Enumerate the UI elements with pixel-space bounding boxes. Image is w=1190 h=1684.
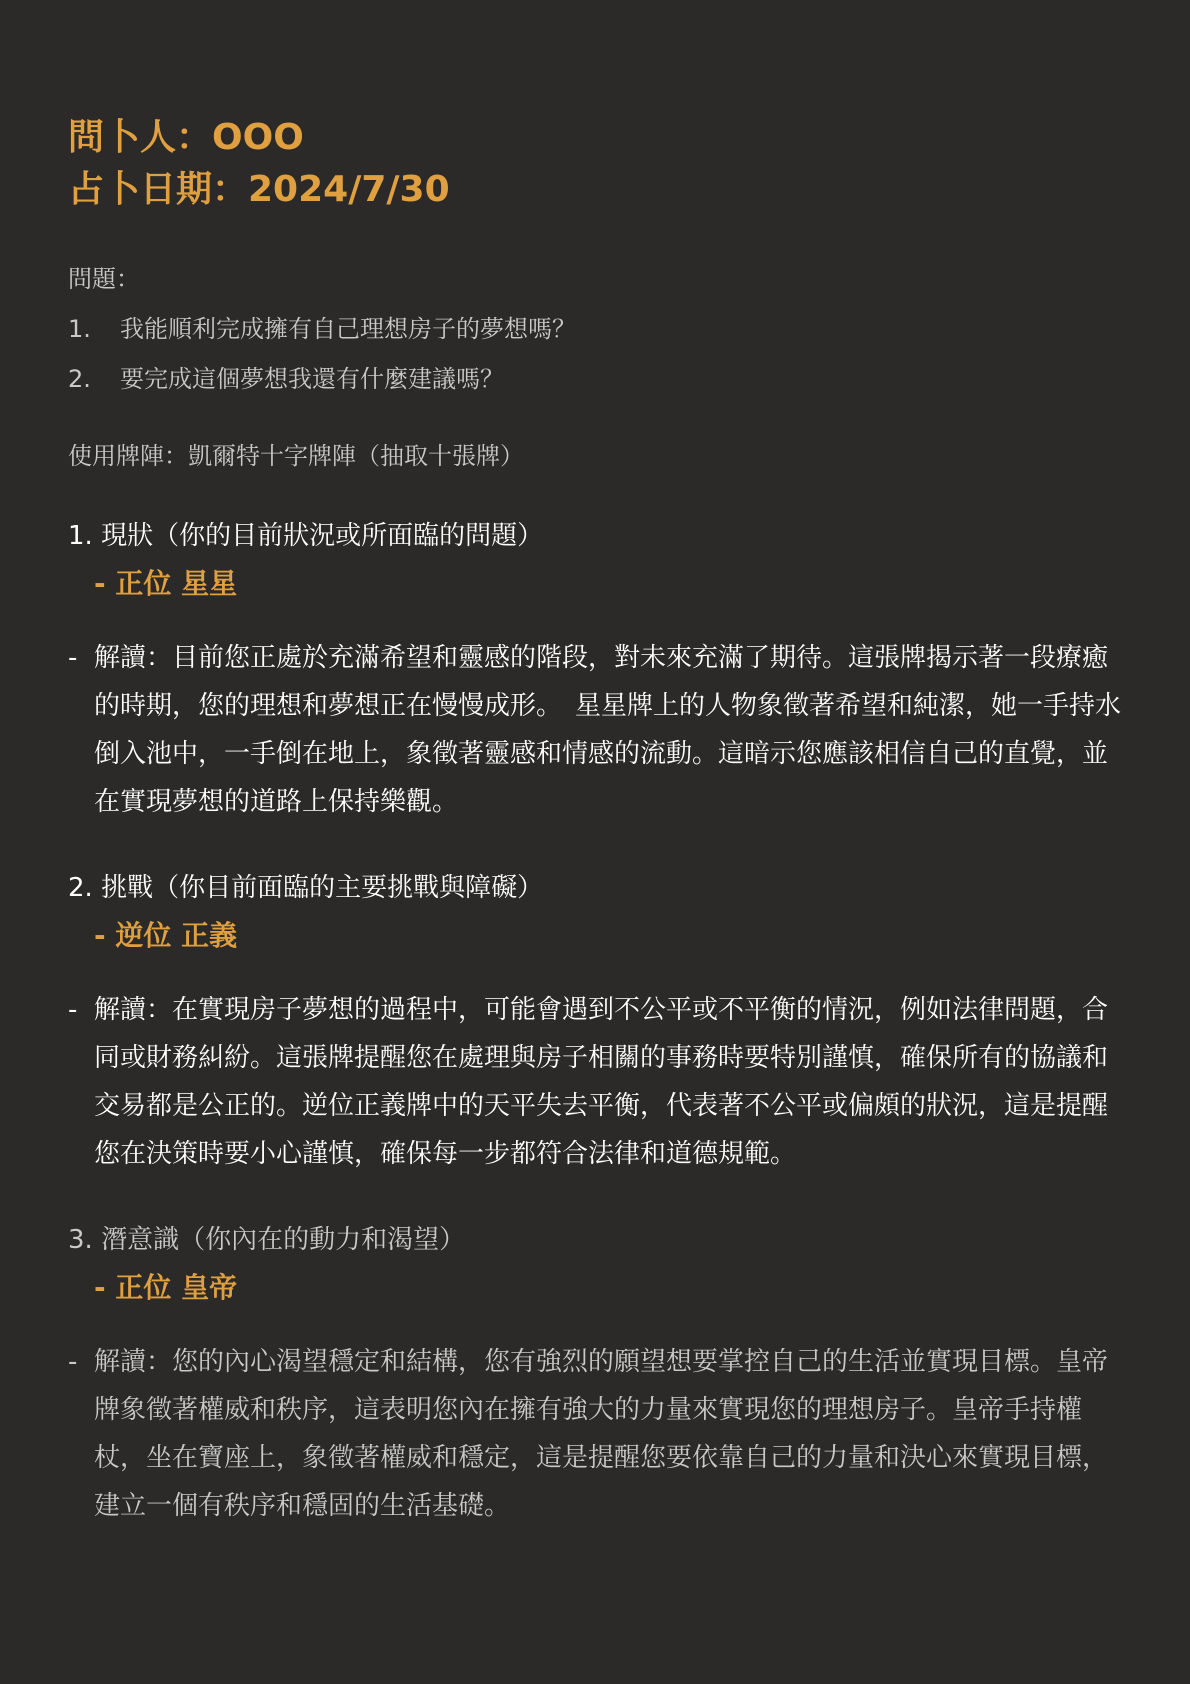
spread-used: 使用牌陣：凱爾特十字牌陣（抽取十張牌） <box>68 442 524 470</box>
position-title: 1. 現狀（你的目前狀況或所面臨的問題） <box>68 521 544 551</box>
card-name: - 正位 皇帝 <box>94 1271 238 1304</box>
interpretation-text: 解讀：在實現房子夢想的過程中，可能會遇到不公平或不平衡的情況，例如法律問題，合同或財務糾紛。這張牌提醒您在處理與房子相關的事務時要特別謹慎，確保所有的協議和交易都是公正的。逆位正義牌中的天平失去平衡，代表著不公平或偏頗的狀況，這是提醒您在決策時要小心謹慎，確保每一步都符合法律和道德規範。 <box>94 995 1109 1169</box>
question-text: 要完成這個夢想我還有什麼建議嗎？ <box>120 365 504 393</box>
bullet-marker: - <box>68 1347 78 1377</box>
bullet-marker: - <box>68 643 78 673</box>
question-text: 我能順利完成擁有自己理想房子的夢想嗎？ <box>120 315 576 343</box>
reading-document <box>68 112 1122 1530</box>
questions-label: 問題： <box>68 265 140 293</box>
interpretation <box>68 1338 1122 1530</box>
bullet-marker: - <box>68 995 78 1025</box>
interpretation-text: 解讀：目前您正處於充滿希望和靈感的階段，對未來充滿了期待。這張牌揭示著一段療癒的時期，您的理想和夢想正在慢慢成形。 星星牌上的人物象徵著希望和純潔，她一手持水倒入池中，一手倒在地上，象徵著靈感和情感的流動。這暗示您應該相信自己的直覺，並在實現夢想的道路上保持樂觀。 <box>94 643 1122 817</box>
position-section-subconscious <box>68 1220 1122 1530</box>
card-name: - 正位 星星 <box>94 567 238 600</box>
question-number: 1. <box>68 315 91 343</box>
reading-date: 占卜日期：2024/7/30 <box>68 169 450 210</box>
question-number: 2. <box>68 365 91 393</box>
position-title: 3. 潛意識（你內在的動力和渴望） <box>68 1225 466 1255</box>
question-item <box>68 354 1122 404</box>
question-item <box>68 304 1122 354</box>
card-name: - 逆位 正義 <box>94 919 238 952</box>
querent-line: 問卜人：OOO <box>68 117 304 158</box>
questions-block <box>68 254 1122 404</box>
interpretation <box>68 986 1122 1178</box>
position-title: 2. 挑戰（你目前面臨的主要挑戰與障礙） <box>68 873 544 903</box>
position-section-present <box>68 516 1122 826</box>
interpretation-text: 解讀：您的內心渴望穩定和結構，您有強烈的願望想要掌控自己的生活並實現目標。皇帝牌象徵著權威和秩序，這表明您內在擁有強大的力量來實現您的理想房子。皇帝手持權杖，坐在寶座上，象徵著權威和穩定，這是提醒您要依靠自己的力量和決心來實現目標，建立一個有秩序和穩固的生活基礎。 <box>94 1347 1109 1521</box>
position-section-challenge <box>68 868 1122 1178</box>
interpretation <box>68 634 1122 826</box>
